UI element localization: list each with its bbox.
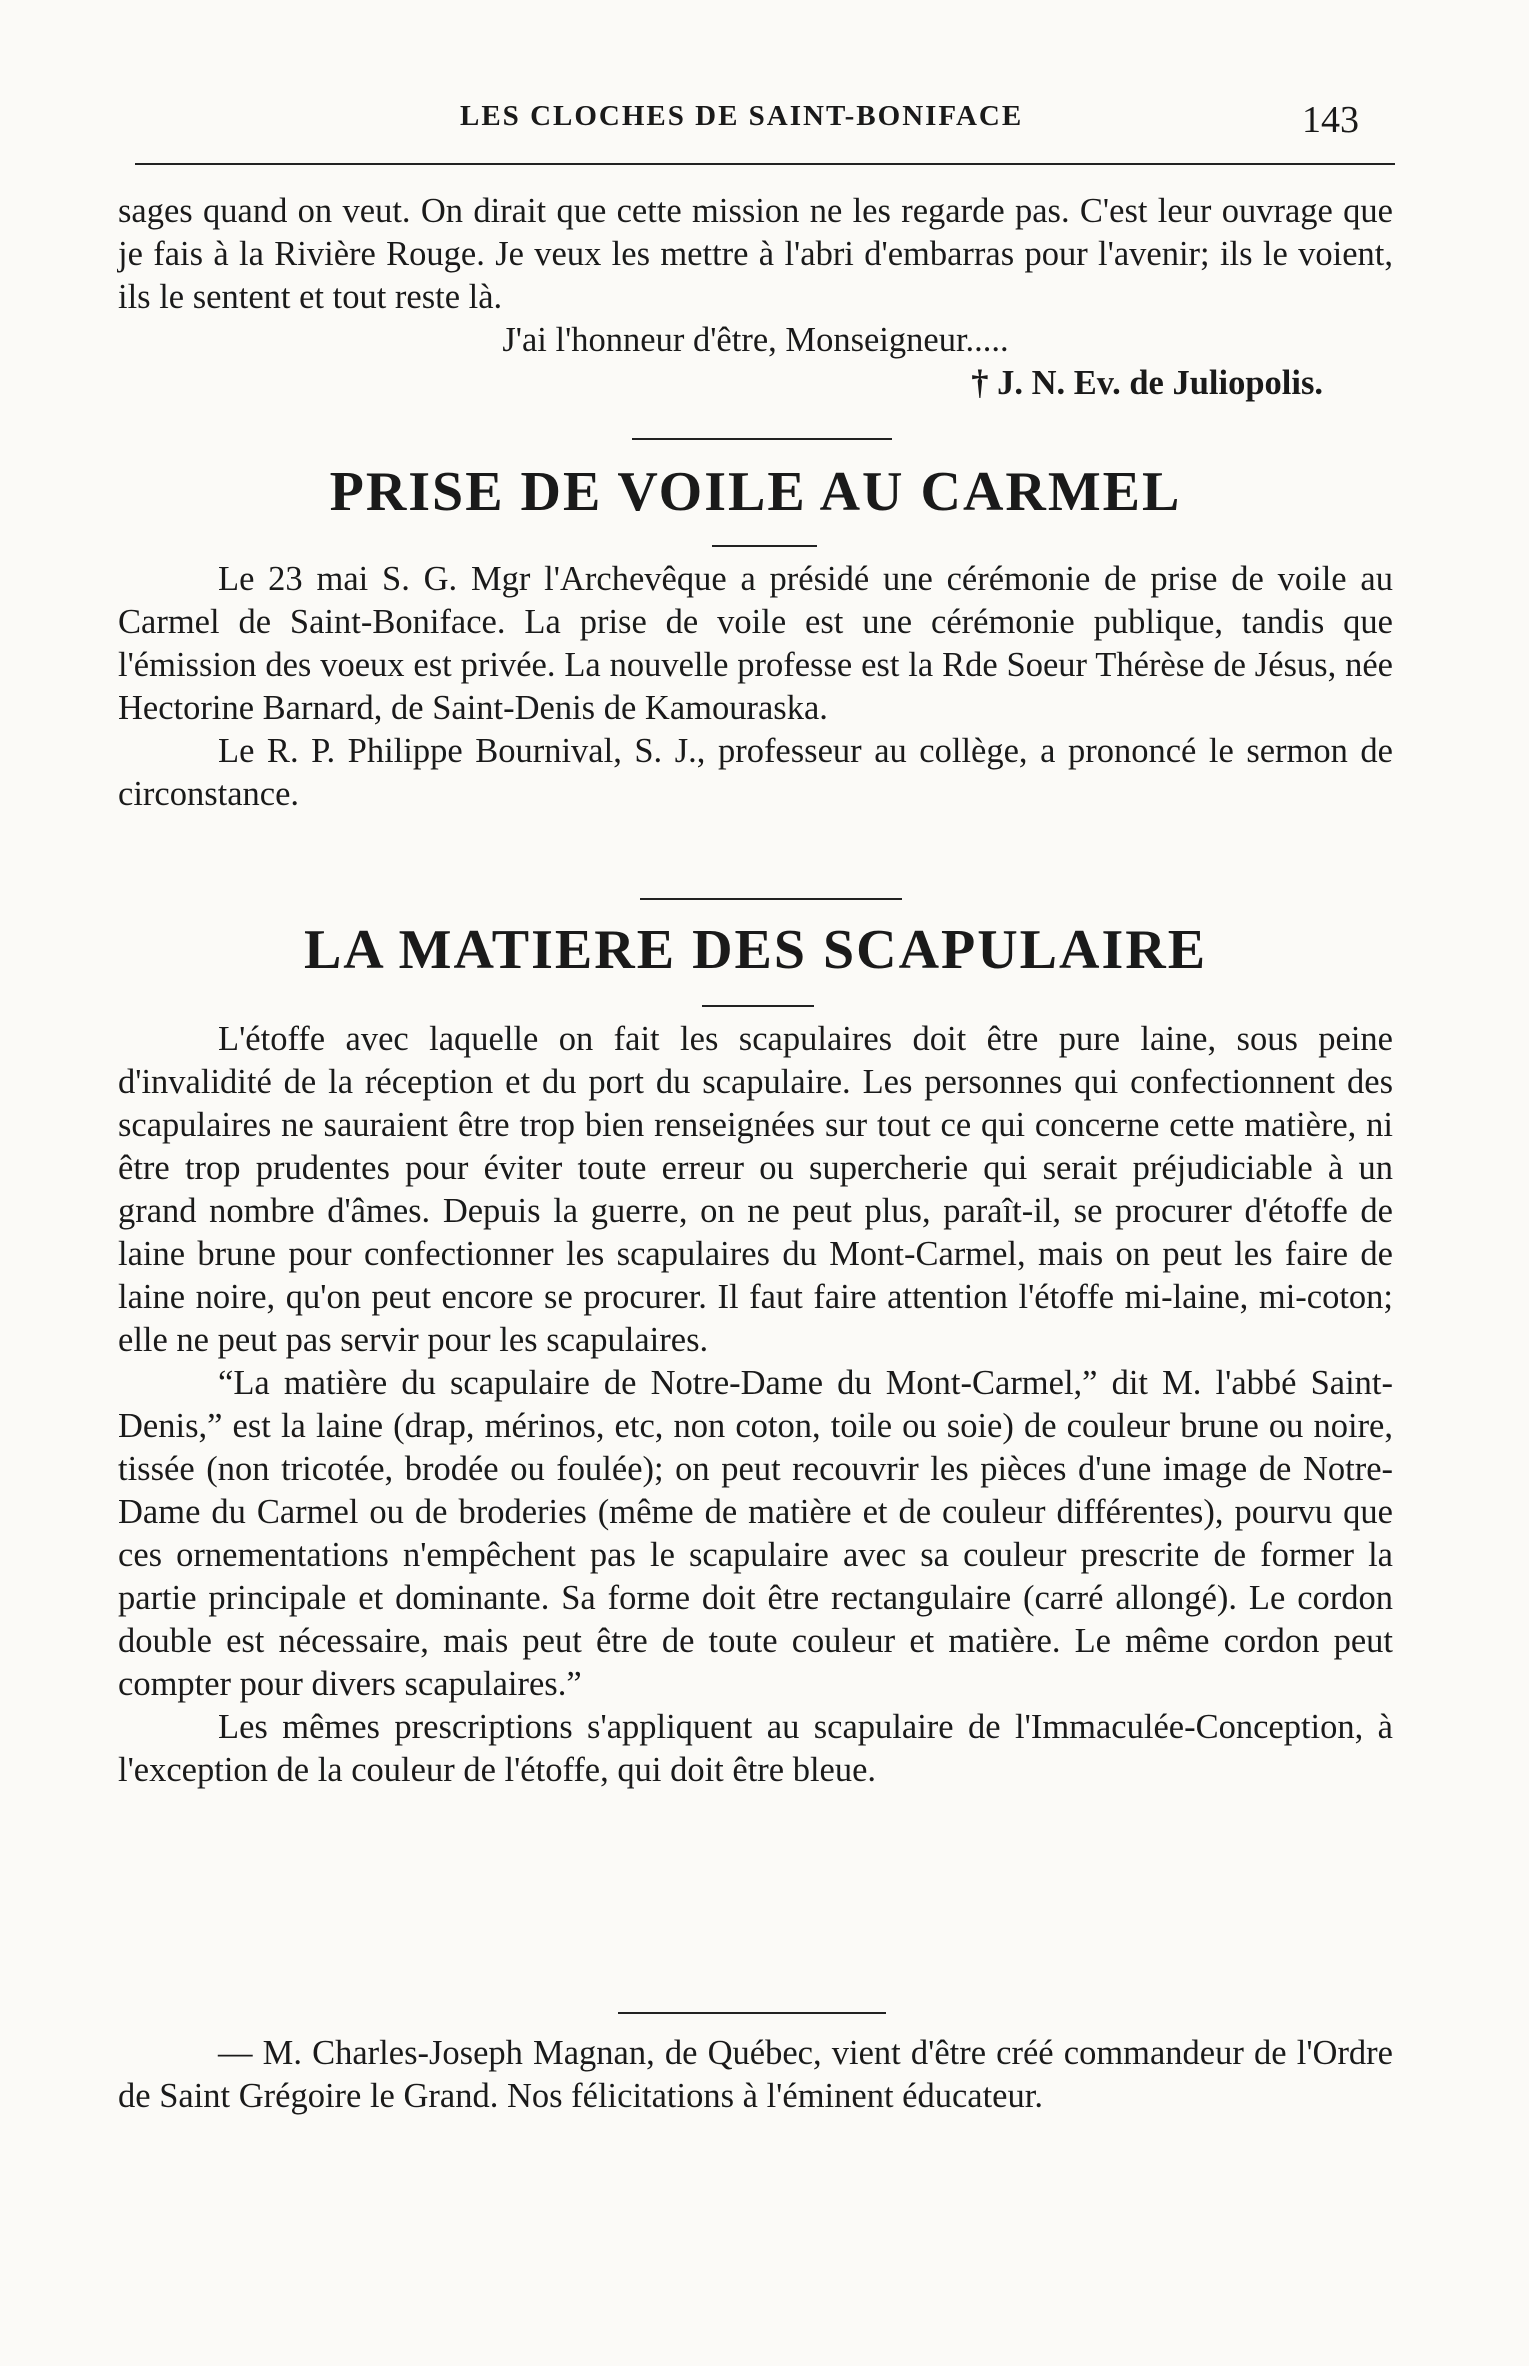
section-title-scapulaire: LA MATIERE DES SCAPULAIRE — [303, 919, 1208, 981]
letter-signature: † J. N. Ev. de Juliopolis. — [971, 364, 1323, 402]
paragraph: Le 23 mai S. G. Mgr l'Archevêque a présidé une cérémonie de prise de voile au Carmel de Saint-Boniface. La prise de voile est une cérémonie publique, tandis que l'émission des voeux est privée. La nouvelle professe est la Rde Soeur Thérèse de Jésus, née Hectorine Barnard, de Saint-Denis de Kamouraska. — [118, 560, 1393, 727]
section-divider — [640, 898, 902, 900]
letter-paragraph: sages quand on veut. On dirait que cette mission ne les regarde pas. C'est leur ouvrage que je fais à la Rivière Rouge. Je veux les mettre à l'abri d'embarras pour l'avenir; ils le voient, ils le sentent et tout reste là. — [118, 192, 1393, 316]
paragraph: L'étoffe avec laquelle on fait les scapulaires doit être pure laine, sous peine d'invalidité de la réception et du port du scapulaire. Les personnes qui confectionnent des scapulaires ne sauraient être trop bien renseignées sur tout ce qui concerne cette matière, ni être trop prudentes pour éviter toute erreur ou supercherie qui serait préjudiciable à un grand nombre d'âmes. Depuis la guerre, on ne peut plus, paraît-il, se procurer d'étoffe de laine brune pour confectionner les scapulaires du Mont-Carmel, mais on peut les faire de laine noire, qu'on peut encore se procurer. Il faut faire attention l'étoffe mi-laine, mi-coton; elle ne peut pas servir pour les scapulaires. — [118, 1020, 1393, 1359]
header-rule — [135, 163, 1395, 165]
running-title: LES CLOCHES DE SAINT-BONIFACE — [460, 100, 1024, 132]
paragraph: Le R. P. Philippe Bournival, S. J., professeur au collège, a prononcé le sermon de circonstance. — [118, 732, 1393, 813]
paragraph: “La matière du scapulaire de Notre-Dame du Mont-Carmel,” dit M. l'abbé Saint-Denis,” est la laine (drap, mérinos, etc, non coton, toile ou soie) de couleur brune ou noire, tissée (non tricotée, brodée ou foulée); on peut recouvrir les pièces d'une image de Notre-Dame du Carmel ou de broderies (même de matière et de couleur différentes), pourvu que ces ornementations n'empêchent pas le scapulaire avec sa couleur prescrite de former la partie principale et dominante. Sa forme doit être rectangulaire (carré allongé). Le cordon double est nécessaire, mais peut être de toute couleur et matière. Le même cordon peut compter pour divers scapulaires.” — [118, 1364, 1393, 1703]
page-number: 143 — [1302, 99, 1359, 141]
section-divider — [618, 2012, 886, 2014]
section-title-prise-de-voile: PRISE DE VOILE AU CARMEL — [329, 461, 1182, 523]
section-divider — [632, 438, 892, 440]
title-underline — [702, 1005, 814, 1007]
letter-closing: J'ai l'honneur d'être, Monseigneur..... — [502, 321, 1009, 359]
paragraph: — M. Charles-Joseph Magnan, de Québec, vient d'être créé commandeur de l'Ordre de Saint Grégoire le Grand. Nos félicitations à l'éminent éducateur. — [118, 2034, 1393, 2115]
section-prise-de-voile-body — [118, 558, 1393, 816]
title-underline — [712, 545, 817, 547]
paragraph: Les mêmes prescriptions s'appliquent au scapulaire de l'Immaculée-Conception, à l'exception de la couleur de l'étoffe, qui doit être bleue. — [118, 1708, 1393, 1789]
note-magnan — [118, 2032, 1393, 2118]
letter-ending — [118, 190, 1393, 405]
section-scapulaire-body — [118, 1018, 1393, 1792]
